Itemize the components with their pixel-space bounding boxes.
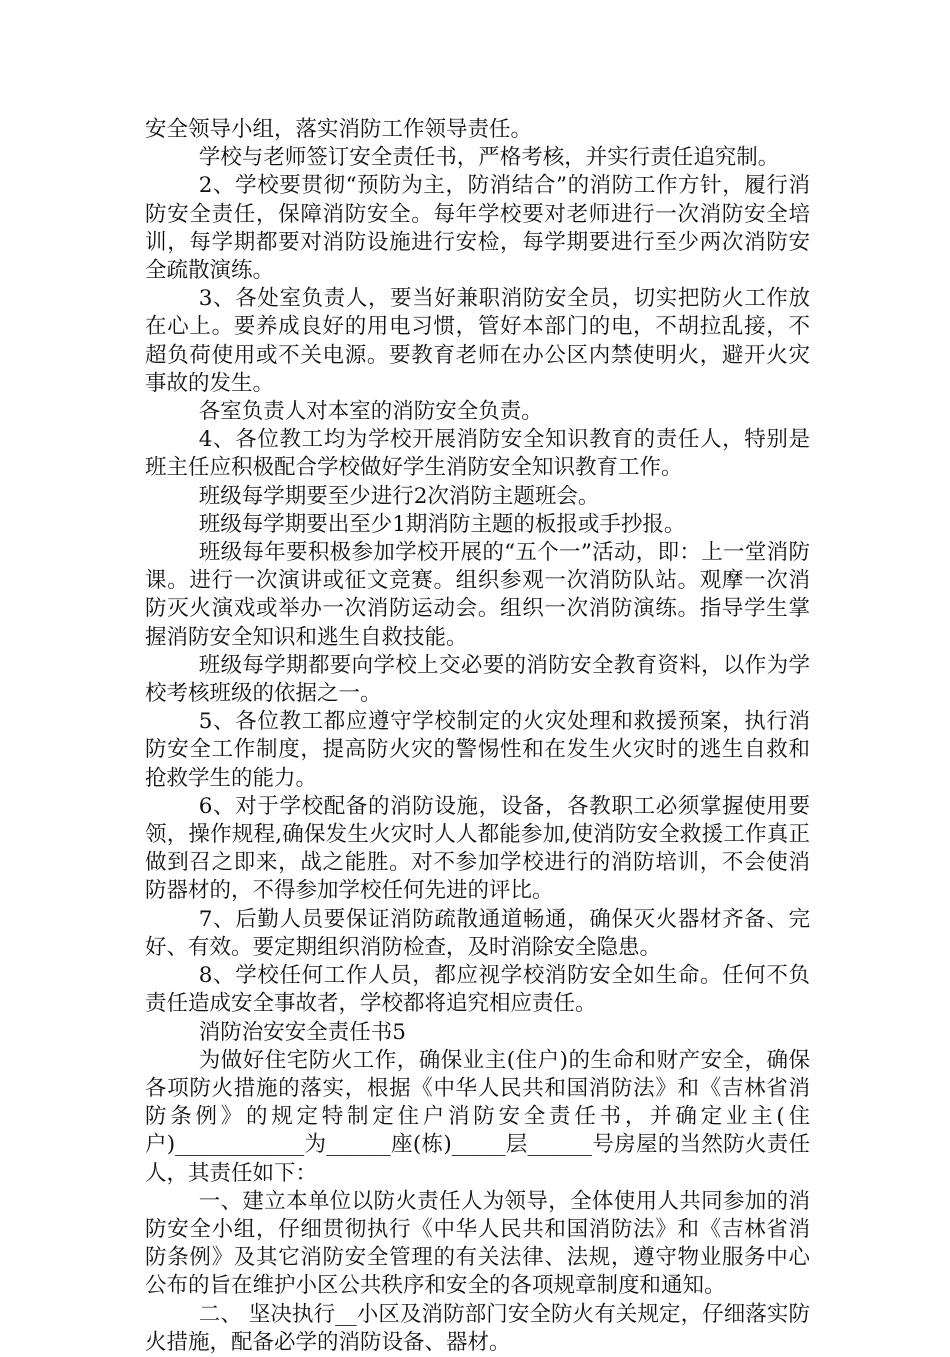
paragraph: 2、学校要贯彻“预防为主，防消结合”的消防工作方针，履行消防安全责任，保障消防安全。每年学校要对老师进行一次消防安全培训，每学期都要对消防设施进行安检，每学期要进行至少两次消防安全疏散演练。 [145,173,810,284]
paragraph: 班级每年要积极参加学校开展的“五个一”活动，即：上一堂消防课。进行一次演讲或征文竞赛。组织参观一次消防队站。观摩一次消防灭火演戏或举办一次消防运动会。组织一次消防演练。指导学生掌握消防安全知识和逃生自救技能。 [145,540,810,650]
paragraph: 一、建立本单位以防火责任人为领导，全体使用人共同参加的消防安全小组，仔细贯彻执行《中华人民共和国消防法》和《吉林省消防条例》及其它消防安全管理的有关法律、法规，遵守物业服务中心公布的旨在维护小区公共秩序和安全的各项规章制度和通知。 [145,1188,810,1299]
paragraph: 为做好住宅防火工作，确保业主(住户)的生命和财产安全，确保各项防火措施的落实，根据《中华人民共和国消防法》和《吉林省消防条例》的规定特制定住户消防安全责任书，并确定业主(住户)____________为______座(栋)_____层______号房屋的当然防火责任人，其责任如下： [145,1047,810,1186]
paragraph: 学校与老师签订安全责任书，严格考核，并实行责任追究制。 [198,145,780,171]
paragraph: 4、各位教工均为学校开展消防安全知识教育的责任人，特别是班主任应积极配合学校做好学生消防安全知识教育工作。 [145,427,810,481]
document-body [145,116,810,1357]
paragraph: 班级每学期要出至少1期消防主题的板报或手抄报。 [198,511,686,537]
paragraph: 二、 坚决执行__小区及消防部门安全防火有关规定，仔细落实防火措施，配备必学的消防设备、器材。 [145,1301,810,1355]
paragraph: 6、对于学校配备的消防设施，设备，各教职工必须掌握使用要领，操作规程,确保发生火灾时人人都能参加,使消防安全救援工作真正做到召之即来，战之能胜。对不参加学校进行的消防培训，不会使消防器材的，不得参加学校任何先进的评比。 [145,793,810,904]
paragraph: 各室负责人对本室的消防安全负责。 [198,399,543,425]
section-heading: 消防治安安全责任书5 [198,1019,406,1045]
paragraph: 3、各处室负责人，要当好兼职消防安全员，切实把防火工作放在心上。要养成良好的用电习惯，管好本部门的电，不胡拉乱接，不超负荷使用或不关电源。要教育老师在办公区内禁使明火，避开火灾事故的发生。 [145,286,810,396]
paragraph: 班级每学期要至少进行2次消防主题班会。 [198,483,600,509]
paragraph: 8、学校任何工作人员，都应视学校消防安全如生命。任何不负责任造成安全事故者，学校都将追究相应责任。 [145,963,810,1017]
paragraph: 班级每学期都要向学校上交必要的消防安全教育资料，以作为学校考核班级的依据之一。 [145,652,810,707]
paragraph: 7、后勤人员要保证消防疏散通道畅通，确保灭火器材齐备、完好、有效。要定期组织消防检查，及时消除安全隐患。 [145,906,810,960]
paragraph: 安全领导小组，落实消防工作领导责任。 [145,117,533,142]
paragraph: 5、各位教工都应遵守学校制定的火灾处理和救援预案，执行消防安全工作制度，提高防火灾的警惕性和在发生火灾时的逃生自救和抢救学生的能力。 [145,709,810,791]
